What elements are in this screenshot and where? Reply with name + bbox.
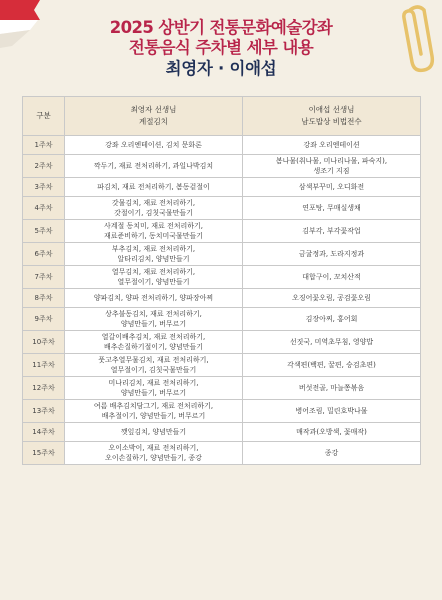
- cell-line-1: 매작과(오방색, 꽃매작): [296, 428, 367, 436]
- instructor-a-name: 최영자: [165, 59, 213, 78]
- instructor-b-cell: [243, 178, 421, 197]
- cell-line-2: 열무절이기, 양념만들기: [117, 278, 190, 286]
- instructor-b-cell: [243, 220, 421, 243]
- cell-line-1: 대합구이, 꼬치산적: [302, 273, 361, 281]
- cell-line-1: 미나리김치, 재료 전처리하기,: [108, 379, 199, 387]
- table-row: [23, 289, 421, 308]
- cell-line-1: 봄나물(취나물, 미나리나물, 파숙지),: [275, 157, 388, 165]
- instructor-b-cell: [243, 400, 421, 423]
- week-cell: 10주차: [23, 331, 65, 354]
- table-row: [23, 377, 421, 400]
- cell-line-1: 병어조림, 밀린호박나물: [295, 407, 368, 415]
- title-separator: ·: [218, 59, 224, 78]
- table-header-row: [23, 97, 421, 136]
- cell-line-1: 종강: [324, 449, 339, 457]
- table-row: [23, 266, 421, 289]
- week-cell: 4주차: [23, 197, 65, 220]
- table-row: [23, 155, 421, 178]
- cell-line-1: 선짓국, 미역초무침, 영양밥: [289, 338, 374, 346]
- instructor-a-cell: [65, 308, 243, 331]
- instructor-a-cell: [65, 155, 243, 178]
- curriculum-table-wrap: [22, 96, 420, 465]
- header-a-course: 계절김치: [139, 117, 168, 126]
- title-line-2: 전통음식 주차별 세부 내용: [128, 38, 314, 57]
- cell-line-2: 양념만들기, 버무르기: [120, 389, 187, 397]
- table-row: [23, 354, 421, 377]
- cell-line-1: 파김치, 재료 전처리하기, 봄동겉절이: [97, 183, 210, 191]
- instructor-a-cell: [65, 400, 243, 423]
- cell-line-2: 양념만들기, 버무르기: [120, 320, 187, 328]
- cell-line-2: 배추손질하기절이기, 양념만들기: [103, 343, 204, 351]
- week-cell: 7주차: [23, 266, 65, 289]
- week-cell: 14주차: [23, 423, 65, 442]
- week-cell: 11주차: [23, 354, 65, 377]
- table-row: [23, 308, 421, 331]
- cell-line-1: 연포탕, 무매실생채: [302, 204, 361, 212]
- instructor-b-cell: [243, 136, 421, 155]
- header-instructor-b: [243, 97, 421, 136]
- week-cell: 13주차: [23, 400, 65, 423]
- cell-line-1: 오이소박이, 재료 전처리하기,: [108, 444, 199, 452]
- cell-line-1: 여름 배추김치담그기, 재료 전처리하기,: [93, 402, 214, 410]
- table-row: [23, 136, 421, 155]
- week-cell: 6주차: [23, 243, 65, 266]
- cell-line-1: 김장아찌, 홍어회: [305, 315, 358, 323]
- table-row: [23, 197, 421, 220]
- cell-line-1: 삼색부꾸미, 오디화전: [298, 183, 365, 191]
- table-row: [23, 400, 421, 423]
- instructor-a-cell: [65, 331, 243, 354]
- cell-line-1: 깻잎김치, 양념만들기: [120, 428, 187, 436]
- instructor-a-cell: [65, 354, 243, 377]
- cell-line-1: 열무김치, 재료 전처리하기,: [111, 268, 196, 276]
- instructor-b-cell: [243, 289, 421, 308]
- instructor-b-cell: [243, 377, 421, 400]
- week-cell: 5주차: [23, 220, 65, 243]
- cell-line-1: 사계절 동치미, 재료 전처리하기,: [103, 222, 204, 230]
- cell-line-1: 버섯전골, 마늘쫑볶음: [298, 384, 365, 392]
- cell-line-1: 각색편(백편, 꿀편, 승검초편): [287, 361, 376, 369]
- table-row: [23, 178, 421, 197]
- instructor-b-name: 이애섭: [229, 59, 277, 78]
- instructor-a-cell: [65, 377, 243, 400]
- cell-line-2: 생조기 지짐: [313, 167, 350, 175]
- cell-line-1: 깍두기, 재료 전처리하기, 과일나박김치: [93, 162, 214, 170]
- week-cell: 8주차: [23, 289, 65, 308]
- cell-line-1: 강좌 오리엔테이션: [303, 141, 360, 149]
- instructor-a-cell: [65, 197, 243, 220]
- week-cell: 15주차: [23, 442, 65, 465]
- instructor-a-cell: [65, 220, 243, 243]
- week-cell: 1주차: [23, 136, 65, 155]
- instructor-b-cell: [243, 423, 421, 442]
- instructor-a-cell: [65, 442, 243, 465]
- header-week: 구분: [23, 97, 65, 136]
- cell-line-2: 열무절이기, 김칫국물만들기: [110, 366, 197, 374]
- cell-line-1: 양파김치, 양파 전처리하기, 양파장아찌: [93, 294, 214, 302]
- title-block: [0, 18, 442, 80]
- cell-line-1: 상추불동김치, 재료 전처리하기,: [105, 310, 202, 318]
- cell-line-1: 열갈이배추김치, 재료 전처리하기,: [101, 333, 206, 341]
- instructor-b-cell: [243, 442, 421, 465]
- instructor-a-cell: [65, 136, 243, 155]
- cell-line-2: 재료준비하기, 동치미국물만들기: [103, 232, 204, 240]
- cell-line-1: 금귤정과, 도라지정과: [298, 250, 365, 258]
- cell-line-1: 오징어꽃오림, 공검꽃오림: [292, 294, 371, 302]
- instructor-b-cell: [243, 243, 421, 266]
- cell-line-1: 풋고추열무물김치, 재료 전처리하기,: [98, 356, 209, 364]
- table-row: [23, 331, 421, 354]
- instructor-b-cell: [243, 308, 421, 331]
- week-cell: 9주차: [23, 308, 65, 331]
- cell-line-1: 갓물김치, 재료 전처리하기,: [111, 199, 196, 207]
- table-row: [23, 423, 421, 442]
- week-cell: 2주차: [23, 155, 65, 178]
- week-cell: 12주차: [23, 377, 65, 400]
- instructor-a-cell: [65, 178, 243, 197]
- header-b-course: 남도밥상 비법전수: [301, 117, 362, 126]
- header-instructor-a: [65, 97, 243, 136]
- cell-line-2: 오이손질하기, 양념만들기, 종강: [105, 454, 202, 462]
- table-row: [23, 243, 421, 266]
- instructor-b-cell: [243, 331, 421, 354]
- header-b-name: 이애섭 선생님: [308, 105, 355, 114]
- instructor-a-cell: [65, 266, 243, 289]
- week-cell: 3주차: [23, 178, 65, 197]
- title-line-1: 2025 상반기 전통문화예술강좌: [109, 18, 333, 37]
- table-row: [23, 220, 421, 243]
- curriculum-table: [22, 96, 421, 465]
- cell-line-1: 김부각, 부각꽃작업: [302, 227, 361, 235]
- cell-line-2: 알타리김치, 양념만들기: [117, 255, 190, 263]
- instructor-a-cell: [65, 289, 243, 308]
- cell-line-2: 배추절이기, 양념만들기, 버무르기: [101, 412, 206, 420]
- instructor-a-cell: [65, 243, 243, 266]
- instructor-b-cell: [243, 354, 421, 377]
- instructor-b-cell: [243, 266, 421, 289]
- cell-line-1: 강좌 오리엔테이션, 김치 문화론: [105, 141, 202, 149]
- cell-line-1: 부추김치, 재료 전처리하기,: [111, 245, 196, 253]
- table-row: [23, 442, 421, 465]
- instructor-a-cell: [65, 423, 243, 442]
- header-a-name: 최영자 선생님: [130, 105, 177, 114]
- instructor-b-cell: [243, 155, 421, 178]
- title-instructors: [0, 58, 442, 80]
- cell-line-2: 갓절이기, 김칫국물만들기: [114, 209, 193, 217]
- instructor-b-cell: [243, 197, 421, 220]
